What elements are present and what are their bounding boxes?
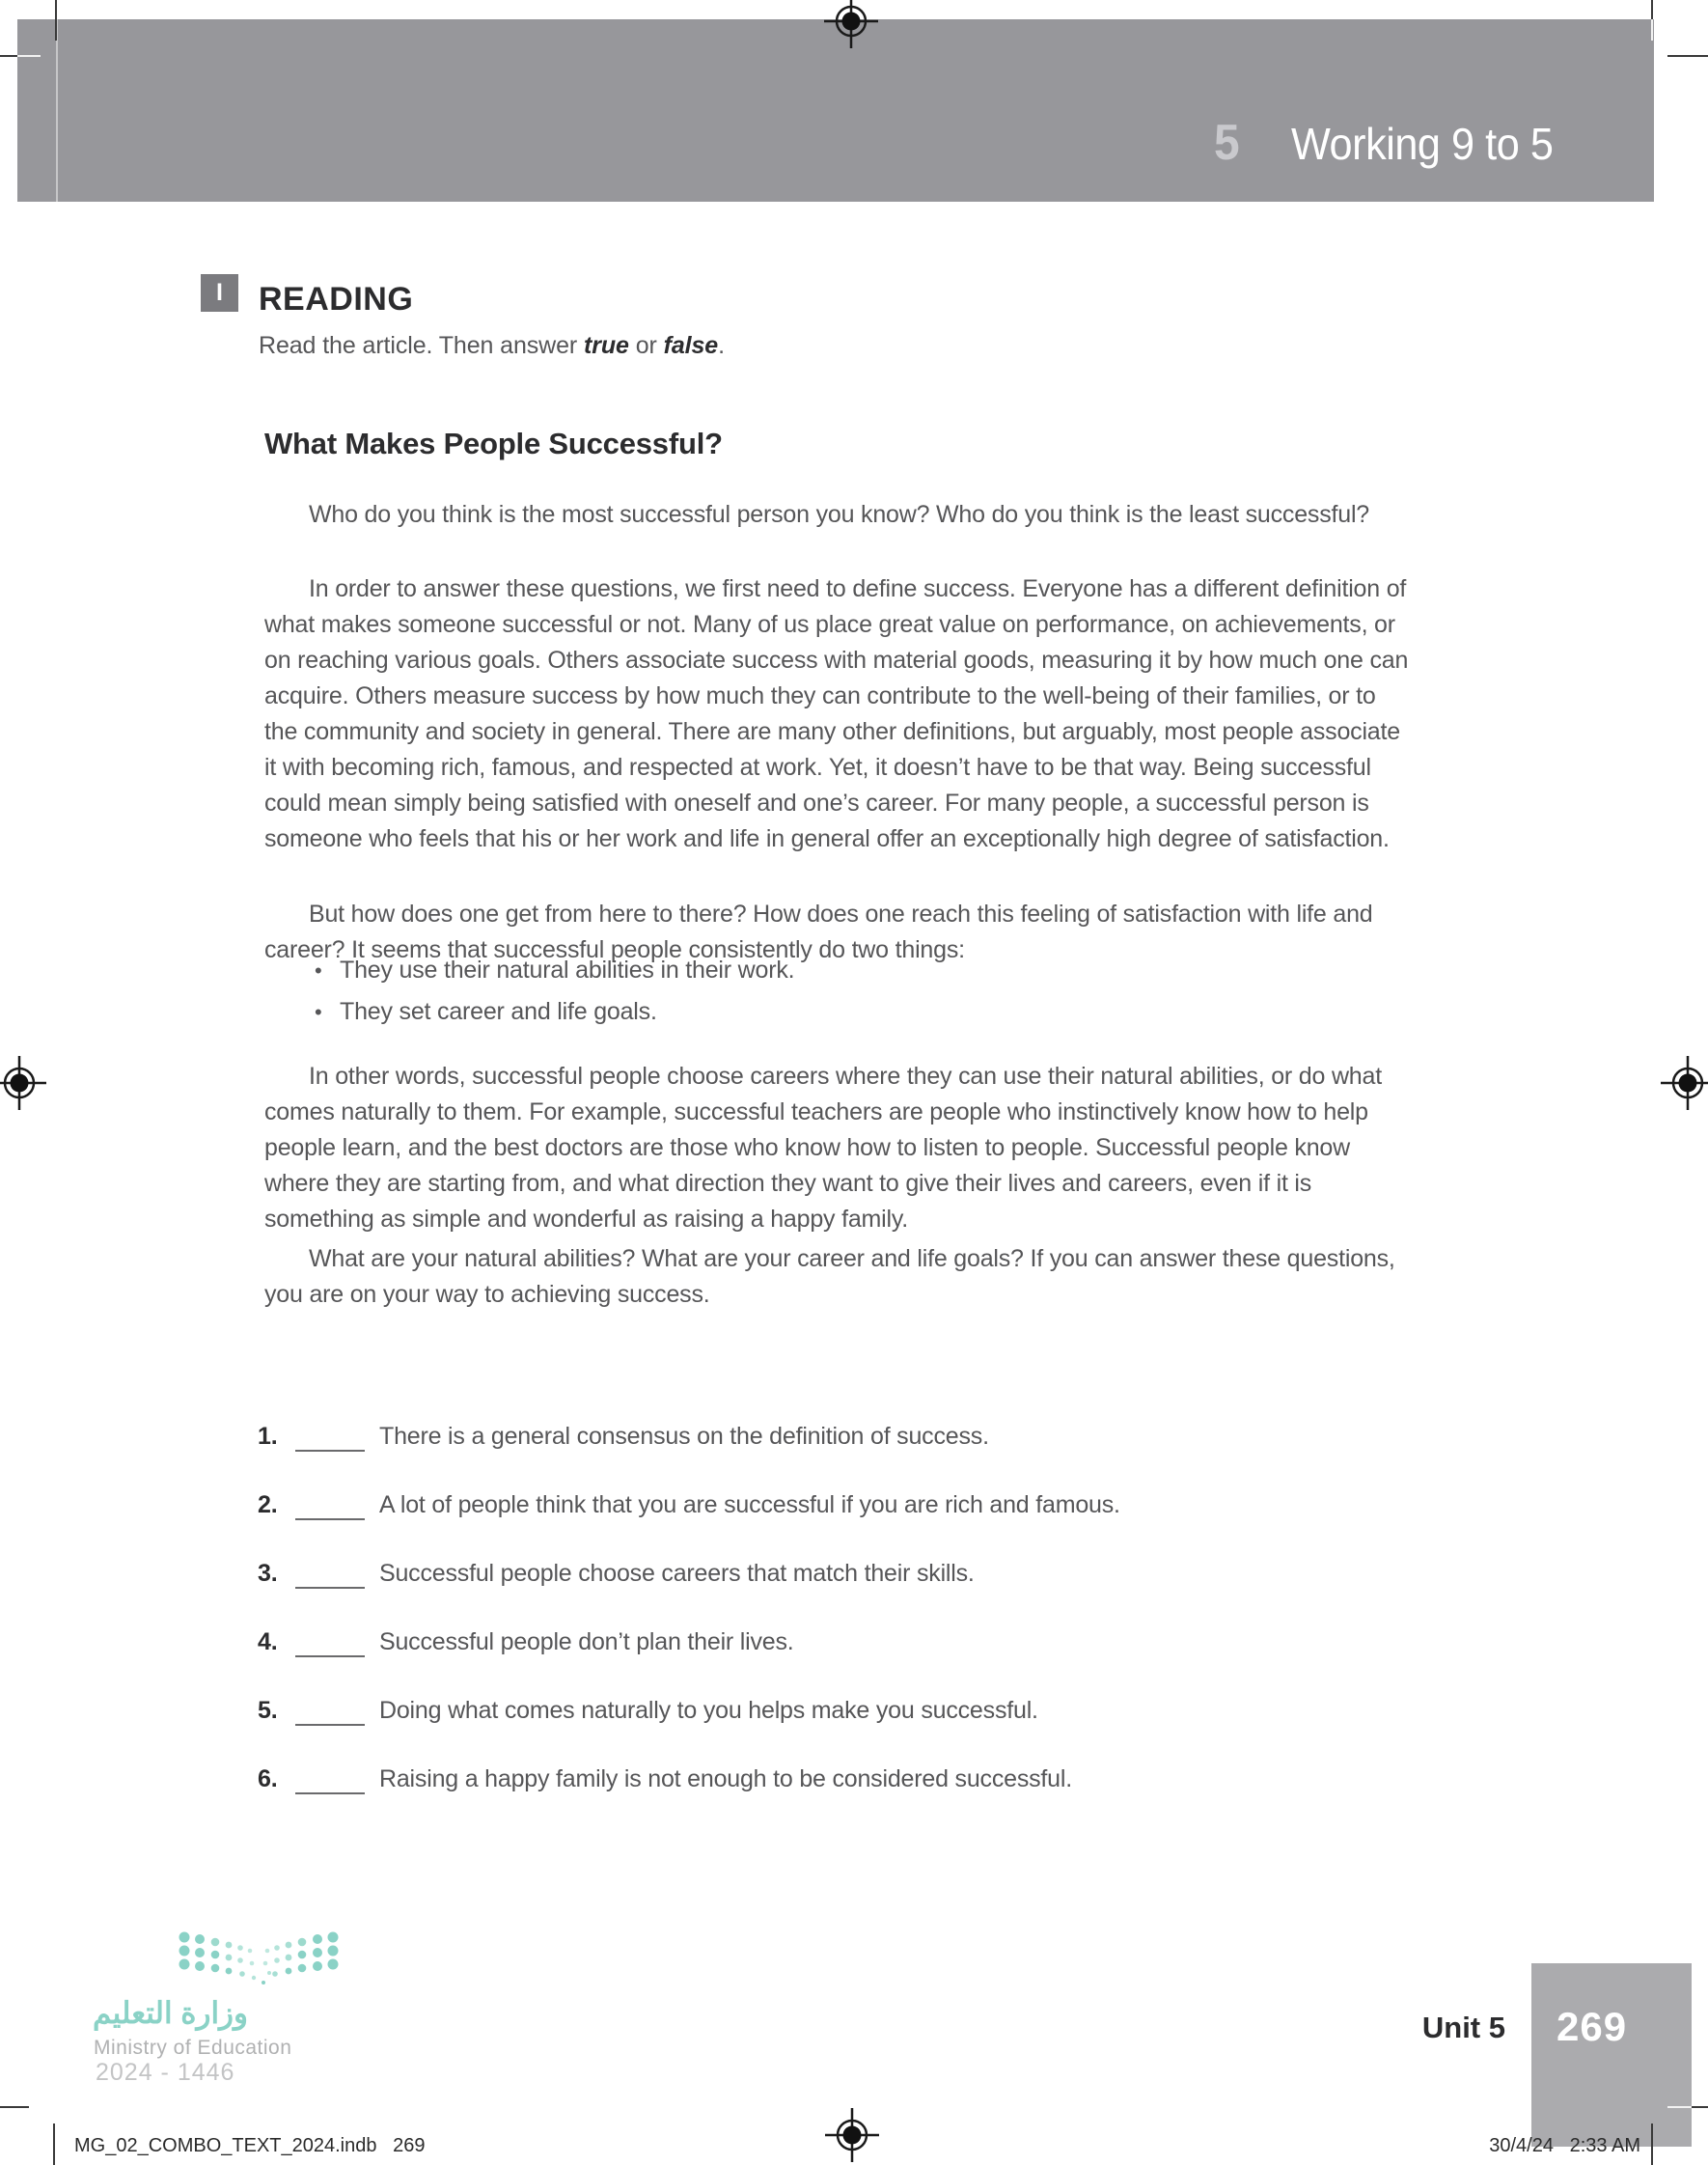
banner-print-seam — [56, 19, 58, 202]
footer-unit-label: Unit 5 — [1421, 2011, 1505, 2044]
article-title: What Makes People Successful? — [264, 427, 723, 460]
crop-mark-top-right-v — [1651, 0, 1653, 19]
answer-blank[interactable] — [295, 1427, 365, 1452]
crop-mark-top-right-h — [1667, 55, 1708, 57]
crop-mark-top-left-h2 — [17, 55, 41, 57]
article-paragraph-1: Who do you think is the most successful person you know? Who do you think is the least successful? — [309, 501, 1370, 528]
registration-mark-left — [0, 1056, 46, 1110]
question-text: Doing what comes naturally to you helps make you successful. — [379, 1697, 1038, 1724]
bullet-dot-icon — [264, 994, 340, 1030]
question-text: Successful people choose careers that match their skills. — [379, 1560, 975, 1587]
ministry-logo-years: 2024 - 1446 — [96, 2059, 235, 2086]
answer-blank[interactable] — [295, 1769, 365, 1794]
crop-mark-bottom-right-h — [1667, 2106, 1692, 2108]
article-paragraph-5: What are your natural abilities? What are your career and life goals? If you can answer these questions, you are on your way to achieving success. — [264, 1245, 1395, 1308]
answer-blank[interactable] — [295, 1495, 365, 1520]
article-paragraph-2: In order to answer these questions, we first need to define success. Everyone has a different definition of what makes someone successful or not. Many of us place great value on performance, on achievements, or on reaching various goals. Others associate success with material goods, measuring it by how much one can acquire. Others measure success by how much they can contribute to the well-being of their families, or to the community and society in general. There are many other definitions, but arguably, most people associate it with becoming rich, famous, and respected at work. Yet, it doesn’t have to be that way. Being successful could mean simply being satisfied with oneself and one’s career. For many people, a successful person is someone who feels that his or her work and life in general offer an exceptionally high degree of satisfaction. — [264, 575, 1409, 852]
crop-mark-top-right-v2 — [1651, 19, 1653, 41]
article-paragraph-3: But how does one get from here to there? How does one reach this feeling of satisfaction with life and career? It seems that successful people consistently do two things: — [264, 901, 1373, 963]
unit-number: 5 — [1214, 115, 1240, 171]
bullet-text: They use their natural abilities in their work. — [340, 957, 795, 984]
instructions-true-word: true — [584, 332, 629, 359]
question-number: 4. — [258, 1628, 278, 1655]
section-title: READING — [259, 281, 414, 318]
instructions-or: or — [628, 332, 664, 359]
question-number: 2. — [258, 1491, 278, 1518]
crop-mark-top-left-v — [55, 0, 57, 41]
crop-mark-bottom-left-v — [53, 2123, 55, 2165]
question-number: 6. — [258, 1765, 278, 1792]
answer-blank[interactable] — [295, 1632, 365, 1657]
article-bullet-list — [264, 953, 1413, 1030]
question-row-4 — [258, 1624, 1512, 1660]
print-timestamp: 30/4/24 2:33 AM — [1489, 2135, 1640, 2156]
crop-mark-top-left-h — [0, 55, 17, 57]
unit-title: Working 9 to 5 — [1291, 119, 1554, 169]
bullet-text: They set career and life goals. — [340, 998, 657, 1025]
question-text: Raising a happy family is not enough to be considered successful. — [379, 1765, 1072, 1792]
crop-mark-bottom-left-h — [0, 2106, 29, 2108]
ministry-logo-english-wordmark: Ministry of Education — [94, 2037, 292, 2059]
bullet-dot-icon — [264, 953, 340, 988]
section-instructions — [259, 332, 725, 360]
question-row-2 — [258, 1487, 1512, 1523]
page-number: 269 — [1556, 2004, 1628, 2049]
question-text: There is a general consensus on the definition of success. — [379, 1423, 989, 1450]
article-paragraph-4: In other words, successful people choose careers where they can use their natural abilities, or do what comes naturally to them. For example, successful teachers are people who instinctively know how to help people learn, and the best doctors are those who know how to listen to people. Successful people know where they are starting from, and what direction they want to give their lives and careers, even if it is something as simple and wonderful as raising a happy family. — [264, 1063, 1382, 1233]
question-row-3 — [258, 1556, 1512, 1592]
section-badge-label: I — [216, 279, 223, 306]
bullet-item — [264, 994, 1413, 1030]
ministry-logo-dots-icon — [177, 1930, 341, 1988]
section-badge — [201, 274, 238, 312]
question-number: 5. — [258, 1697, 278, 1724]
answer-blank[interactable] — [295, 1701, 365, 1726]
print-imprint-text: MG_02_COMBO_TEXT_2024.indb 269 — [74, 2135, 426, 2156]
registration-mark-right — [1661, 1056, 1708, 1110]
bullet-item — [264, 953, 1413, 988]
registration-mark-top — [824, 0, 878, 48]
instructions-prefix: Read the article. Then answer — [259, 332, 585, 359]
question-number: 3. — [258, 1560, 278, 1587]
answer-blank[interactable] — [295, 1564, 365, 1589]
registration-mark-bottom — [825, 2108, 879, 2162]
question-text: A lot of people think that you are successful if you are rich and famous. — [379, 1491, 1120, 1518]
crop-mark-bottom-right-v — [1651, 2123, 1653, 2165]
question-text: Successful people don’t plan their lives. — [379, 1628, 794, 1655]
ministry-logo-arabic-wordmark: وزارة التعليم — [93, 1996, 248, 2030]
question-number: 1. — [258, 1423, 278, 1450]
instructions-false-word: false — [663, 332, 719, 359]
question-row-6 — [258, 1762, 1512, 1797]
instructions-period: . — [718, 332, 725, 359]
crop-mark-bottom-right-h2 — [1692, 2106, 1708, 2108]
question-row-1 — [258, 1419, 1512, 1455]
question-row-5 — [258, 1693, 1512, 1729]
page-number-box — [1531, 1963, 1692, 2147]
